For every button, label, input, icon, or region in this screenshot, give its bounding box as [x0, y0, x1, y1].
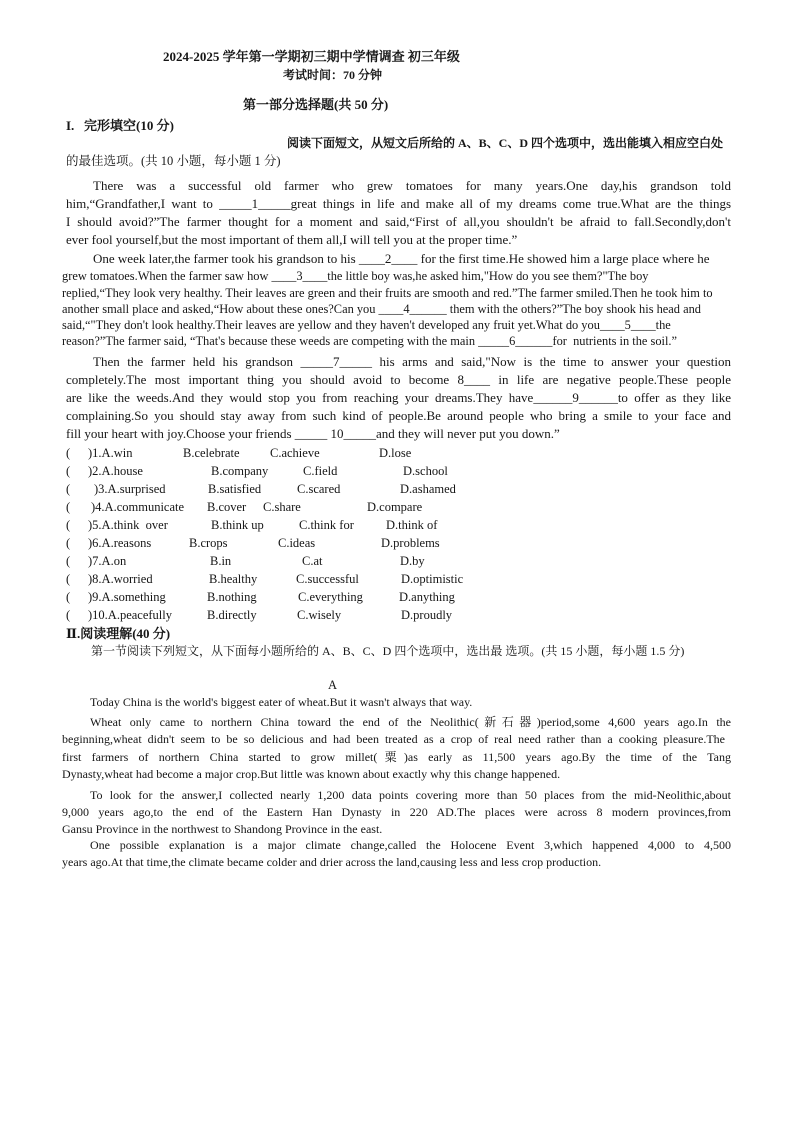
option-b: B.think up — [211, 518, 264, 532]
cloze-passage-line: Then the farmer held his grandson _____7_____ his arms and said,"Now is the time to answer your question — [93, 354, 731, 369]
cloze-heading: I. 完形填空(10 分) — [66, 118, 174, 133]
exam-title: 2024-2025 学年第一学期初三期中学情调查 初三年级 — [163, 49, 460, 64]
reading-passage-line: Dynasty,wheat had become a major crop.But little was known about exactly why this change happened. — [62, 767, 561, 781]
cloze-passage-line: said,“"They don't look healthy.Their leaves are yellow and they haven't developed any fruit yet.What do you____5____the — [62, 318, 671, 332]
cloze-passage-line: another small place and asked,“How about these ones?Can you ____4______ them with the others?”The boy shook his head and — [62, 302, 701, 316]
answer-bracket-close: ) — [88, 590, 93, 604]
option-c: C.wisely — [297, 608, 342, 622]
question-number: 7. — [92, 554, 102, 568]
option-d: D.problems — [381, 536, 440, 550]
answer-bracket-close: ) — [94, 482, 99, 496]
option-a: A.worried — [101, 572, 153, 586]
answer-bracket-open: ( — [66, 572, 71, 586]
question-number: 3. — [98, 482, 108, 496]
answer-bracket-close: ) — [88, 518, 93, 532]
cloze-passage-line: One week later,the farmer took his grandson to his ____2____ for the first time.He showed him a large place where he — [93, 251, 710, 266]
option-d: D.lose — [379, 446, 412, 460]
answer-bracket-open: ( — [66, 590, 71, 604]
question-row — [0, 463, 794, 479]
answer-bracket-open: ( — [66, 482, 71, 496]
question-lead — [88, 571, 153, 587]
cloze-passage-line: ever fool yourself,but the most important of them all,I will tell you at the proper time.” — [66, 232, 518, 247]
reading-passage-line: 9,000 years ago,to the end of the Eastern Han Dynasty in 220 AD.The places were across 8 modern provinces,from — [62, 805, 731, 819]
answer-bracket-close: ) — [88, 464, 93, 478]
option-c: C.scared — [297, 482, 341, 496]
option-b: B.healthy — [209, 572, 258, 586]
question-number: 1. — [92, 446, 102, 460]
option-b: B.cover — [207, 500, 247, 514]
option-c: C.successful — [296, 572, 359, 586]
reading-passage-line: Wheat only came to northern China toward the end of the Neolithic(新石器)period,some 4,600 years ago.In the — [90, 715, 731, 729]
option-a: A.something — [101, 590, 166, 604]
question-lead — [88, 445, 132, 461]
cloze-passage-line: complaining.So you should stay away from such kind of people.Be around people who bring a smile to your face and — [66, 408, 731, 423]
option-c: C.achieve — [270, 446, 320, 460]
question-row — [0, 553, 794, 569]
option-c: C.share — [263, 500, 301, 514]
question-number: 2. — [92, 464, 102, 478]
option-d: D.anything — [399, 590, 455, 604]
question-row — [0, 481, 794, 497]
question-number: 4. — [95, 500, 105, 514]
question-row — [0, 607, 794, 623]
option-b: B.celebrate — [183, 446, 240, 460]
question-lead — [88, 535, 151, 551]
question-row — [0, 535, 794, 551]
question-row — [0, 499, 794, 515]
answer-bracket-close: ) — [88, 446, 93, 460]
option-a: A.think over — [101, 518, 168, 532]
cloze-passage-line: There was a successful old farmer who grew tomatoes for many years.One day,his grandson told — [93, 178, 731, 193]
answer-bracket-open: ( — [66, 554, 71, 568]
answer-bracket-open: ( — [66, 536, 71, 550]
option-d: D.school — [403, 464, 448, 478]
exam-duration: 考试时间：70 分钟 — [283, 68, 383, 82]
option-c: C.everything — [298, 590, 363, 604]
reading-passage-line: years ago.At that time,the climate became colder and drier across the land,causing less and less crop production. — [62, 855, 602, 869]
option-d: D.compare — [367, 500, 423, 514]
option-a: A.house — [101, 464, 143, 478]
option-b: B.satisfied — [208, 482, 262, 496]
question-row — [0, 589, 794, 605]
cloze-passage-line: reason?”The farmer said, “That's because these weeds are competing with the main _____6______for nutrients in the soil.” — [62, 334, 678, 348]
cloze-passage-line: replied,“They look very healthy. Their leaves are green and their fruits are smooth and red.”The farmer smiled.Then he took him to — [62, 286, 713, 300]
cloze-passage-line: completely.The most important thing you should avoid to become 8____ in life are negative people.These people — [66, 372, 731, 387]
answer-bracket-close: ) — [88, 572, 93, 586]
question-lead — [88, 517, 168, 533]
answer-bracket-close: ) — [88, 608, 93, 622]
answer-bracket-close: ) — [88, 536, 93, 550]
option-d: D.by — [400, 554, 425, 568]
cloze-passage-line: fill your heart with joy.Choose your friends _____ 10_____and they will never put you down.” — [66, 426, 560, 441]
option-a: A.surprised — [107, 482, 166, 496]
passage-label: A — [328, 678, 338, 692]
reading-passage-line: first farmers of northern China started to grow millet(粟)as early as 11,500 years ago.By the time of the Tang — [62, 750, 731, 764]
option-c: C.think for — [299, 518, 354, 532]
reading-passage-line: To look for the answer,I collected nearly 1,200 data points covering more than 50 places from the mid-Neolithic,about — [90, 788, 731, 802]
option-b: B.in — [210, 554, 232, 568]
option-a: A.on — [101, 554, 127, 568]
question-number: 6. — [92, 536, 102, 550]
cloze-passage-line: grew tomatoes.When the farmer saw how ____3____the little boy was,he asked him,"How do you see them?"The boy — [62, 269, 649, 283]
reading-passage-line: Gansu Province in the northwest to Shandong Province in the east. — [62, 822, 383, 836]
question-row — [0, 571, 794, 587]
question-lead — [88, 553, 126, 569]
question-number: 9. — [92, 590, 102, 604]
part-one-title: 第一部分选择题(共 50 分) — [243, 97, 389, 112]
answer-bracket-open: ( — [66, 518, 71, 532]
option-d: D.proudly — [401, 608, 453, 622]
option-c: C.ideas — [278, 536, 316, 550]
option-d: D.optimistic — [401, 572, 464, 586]
question-lead — [88, 463, 143, 479]
option-d: D.ashamed — [400, 482, 456, 496]
reading-heading: Ⅱ.阅读理解(40 分) — [66, 626, 171, 641]
cloze-passage-line: him,“Grandfather,I want to _____1_____great things in life and make all of my dreams come true.What are the things — [66, 196, 731, 211]
cloze-passage-line: are like the weeds.And they would stop you from reaching your dreams.They have______9______to offer as they like — [66, 390, 731, 405]
answer-bracket-open: ( — [66, 608, 71, 622]
reading-passage-line: One possible explanation is a major climate change,called the Holocene Event 3,which happened 4,000 to 4,500 — [90, 838, 731, 852]
question-lead — [91, 499, 184, 515]
question-number: 5. — [92, 518, 102, 532]
reading-instruction: 第一节阅读下列短文，从下面每小题所给的 A、B、C、D 四个选项中，选出最 选项。(共 15 小题，每小题 1.5 分) — [91, 644, 685, 658]
option-a: A.peacefully — [107, 608, 172, 622]
answer-bracket-close: ) — [91, 500, 96, 514]
question-lead — [94, 481, 166, 497]
question-number: 8. — [92, 572, 102, 586]
cloze-instruction: 阅读下面短文，从短文后所给的 A、B、C、D 四个选项中，选出能填入相应空白处 — [287, 136, 724, 150]
answer-bracket-open: ( — [66, 500, 71, 514]
reading-passage-line: Today China is the world's biggest eater of wheat.But it wasn't always that way. — [90, 695, 473, 709]
question-lead — [88, 607, 172, 623]
option-a: A.communicate — [104, 500, 185, 514]
answer-bracket-open: ( — [66, 464, 71, 478]
option-a: A.reasons — [101, 536, 152, 550]
question-lead — [88, 589, 166, 605]
answer-bracket-open: ( — [66, 446, 71, 460]
option-b: B.crops — [189, 536, 228, 550]
cloze-instruction: 的最佳选项。(共 10 小题，每小题 1 分) — [66, 154, 281, 168]
option-a: A.win — [101, 446, 133, 460]
answer-bracket-close: ) — [88, 554, 93, 568]
option-b: B.company — [211, 464, 269, 478]
option-c: C.at — [302, 554, 323, 568]
option-b: B.directly — [207, 608, 257, 622]
question-number: 10. — [92, 608, 108, 622]
option-d: D.think of — [386, 518, 438, 532]
option-b: B.nothing — [207, 590, 257, 604]
question-row — [0, 517, 794, 533]
reading-passage-line: beginning,wheat didn't seem to be so delicious and had been treated as a crop of real need rather than a cooking pleasure.The — [62, 732, 725, 746]
question-row — [0, 445, 794, 461]
option-c: C.field — [303, 464, 338, 478]
cloze-passage-line: I should avoid?”The farmer thought for a moment and said,“First of all,you shouldn't be afraid to fall.Secondly,don't — [66, 214, 731, 229]
